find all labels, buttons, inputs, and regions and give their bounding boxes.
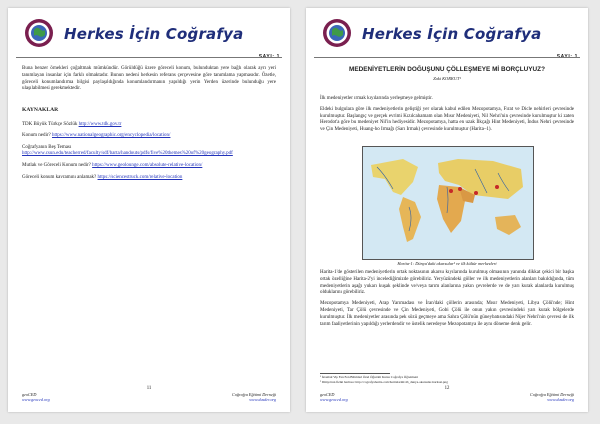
header-divider bbox=[16, 57, 282, 58]
left-article-body bbox=[22, 66, 276, 186]
article-author: Zaki KORKUT¹ bbox=[433, 76, 461, 81]
footnote: ¹ İstanbul Vip Fen Fen Bilimleri Özel Öğretim Kursu Coğrafya Öğretmeni bbox=[320, 375, 418, 379]
page-number: 12 bbox=[444, 386, 450, 391]
paragraph: Harita-1'de gösterilen medeniyetlerin ortak noktasının akarsu kıyılarında kurulmuş olmasının yanında dikkat çekici bir başka ortak özelliğine Harita-2'yi incelediğimizde görebiliriz. Yeryüzündeki göller ve ilk medeniyetlerin alanları bakıldığında, tüm medeniyetlerin aşağı yukarı kuşak şeklinde ve/veya tarım alanlarına yakın çevrelerde ve de yarı kurak alanlarda kurulmuş olduklarını görebiliriz. bbox=[320, 270, 574, 296]
reference-item: Konum nedir? https://www.nationalgeographic.org/encyclopedia/location/ bbox=[22, 132, 171, 138]
footer-link[interactable]: www.geoced.org bbox=[320, 397, 348, 403]
footer-right: Coğrafya Eğitimi Derneği www.dusder.org bbox=[530, 392, 574, 403]
page-header bbox=[14, 14, 284, 60]
footer-left: geoCED www.geoced.org bbox=[22, 392, 50, 403]
reference-link[interactable]: http://www.csun.edu/teacherred/faculty/sdf/barta/handouts/pdfs/five%20themes%20of%20geography.pdf bbox=[22, 151, 233, 157]
left-page bbox=[8, 8, 290, 412]
issue-number: SAYI: 1 bbox=[258, 54, 280, 60]
magazine-logo-icon bbox=[24, 18, 54, 48]
issue-number: SAYI: 1 bbox=[556, 54, 578, 60]
paragraph: Mezopotamya Medeniyeti, Arap Yarımadası ve İran'daki çöllerin arasında; Mısır Medeniyeti, Libya Çölü'nde; Hint Medeniyeti, Tar Çölü çevresinde ve Çin Medeniyeti, Gobi Çölü ile onun yakın çevresindeki yarı kurak bölgelerde kurulmuştur. İlk medeniyetler arasında pek sözü geçmeye ama Sahra Çölü'nün güneybatısındaki Nijer Nehri'nin çevresi de ilk tarım faaliyetlerinin yapıldığı yerlerdendir ve üstelik neredeyse Mezopotamya ile aynı döneme denk gelir. bbox=[320, 301, 574, 327]
reference-item: Mutlak ve Göreceli Konum nedir? https://www.geolounge.com/absolute-relative-location/ bbox=[22, 163, 203, 169]
right-article-intro bbox=[320, 96, 574, 138]
footnote-divider bbox=[320, 373, 390, 374]
magazine-logo-icon bbox=[322, 18, 352, 48]
page-header bbox=[312, 14, 582, 60]
magazine-title: Herkes İçin Coğrafya bbox=[362, 25, 542, 43]
reference-link[interactable]: https://sciencestruck.com/relative-location bbox=[97, 174, 183, 180]
footer-left: geoCED www.geoced.org bbox=[320, 392, 348, 403]
reference-item: Göreceli konum kavramını anlamak? https://sciencestruck.com/relative-location bbox=[22, 174, 183, 180]
paragraph: Eldeki bulgulara göre ilk medeniyetlerin geliştiği yer olarak kabul edilen Mezopotamya, Fırat ve Dicle nehirleri çevresinde kurulmuştur. Başlangıç ve gerçek evrimi Kızılcahamam olan Mısır Medeniyeti, Nil Nehri'nin çevresinde kurulmuştur ki zaten Herodot'a göre bu medeniyet Nil'in hediyesidir. Mezopotamya, hatta en uzak İlkçağı Hint Medeniyeti, İndus Nehri çevresinde ve Çin Medeniyeti, Huang-ho Irmağı (Sarı Irmak) çevresinde kurulmuştur (Harita–1). bbox=[320, 106, 574, 133]
intro-paragraph: Buna benzer örnekleri çoğaltmak mümkündür. Görüldüğü üzere göreceli konum, bulunduktan yere bağlı olarak ayrı yeri tanımlayan insanlar için farklı olmaktadır. Bunun nedeni herkesin referans çerçevesine göre tanımlama yapmasıdır. Özetle, göreceli konumlandırma bilgisi paylaşıldığında konumlandırmanın yapıldığı yerin Yerden üzerinde bulunduğu yere ulaşılabilmesi gerekmektedir. bbox=[22, 66, 276, 92]
footer-link[interactable]: www.geoced.org bbox=[22, 397, 50, 403]
world-rivers-map bbox=[362, 146, 534, 260]
article-title: MEDENİYETLERİN DOĞUŞUNU ÇÖLLEŞMEYE Mİ BORÇLUYUZ? bbox=[349, 66, 545, 73]
page-number: 11 bbox=[146, 386, 152, 391]
magazine-title: Herkes İçin Coğrafya bbox=[64, 25, 244, 43]
reference-link[interactable]: http://www.tdk.gov.tr bbox=[78, 121, 122, 127]
footer-link[interactable]: www.dusder.org bbox=[249, 397, 276, 403]
reference-link[interactable]: https://www.geolounge.com/absolute-relative-location/ bbox=[92, 163, 203, 169]
footnote: ² Dünya'nın fiziki haritası: http://cografyaharita.com/haritalarim/4b_dunya-akarsular-haritasi.png bbox=[320, 380, 448, 384]
footer-link[interactable]: www.dusder.org bbox=[547, 397, 574, 403]
map-caption: Harita-1: Dünya'daki akarsular¹ ve ilk kültür merkezleri bbox=[397, 261, 497, 266]
reference-link[interactable]: https://www.nationalgeographic.org/encyclopedia/location/ bbox=[52, 132, 171, 138]
header-divider bbox=[314, 57, 580, 58]
paragraph: İlk medeniyetler ırmak kıyılarında yerleşmeye gelmiştir. bbox=[320, 96, 433, 101]
right-page bbox=[306, 8, 588, 412]
reference-item: TDK Büyük Türkçe Sözlük http://www.tdk.gov.tr bbox=[22, 121, 122, 127]
references-heading: KAYNAKLAR bbox=[22, 107, 59, 114]
footnotes bbox=[320, 375, 574, 385]
footer-right: Coğrafya Eğitimi Derneği www.dusder.org bbox=[232, 392, 276, 403]
reference-item: Coğrafyanın Beş Teması http://www.csun.edu/teacherred/faculty/sdf/barta/handouts/pdfs/five%20themes%20of%20geography.pdf bbox=[22, 144, 233, 157]
right-article-body bbox=[320, 270, 574, 332]
